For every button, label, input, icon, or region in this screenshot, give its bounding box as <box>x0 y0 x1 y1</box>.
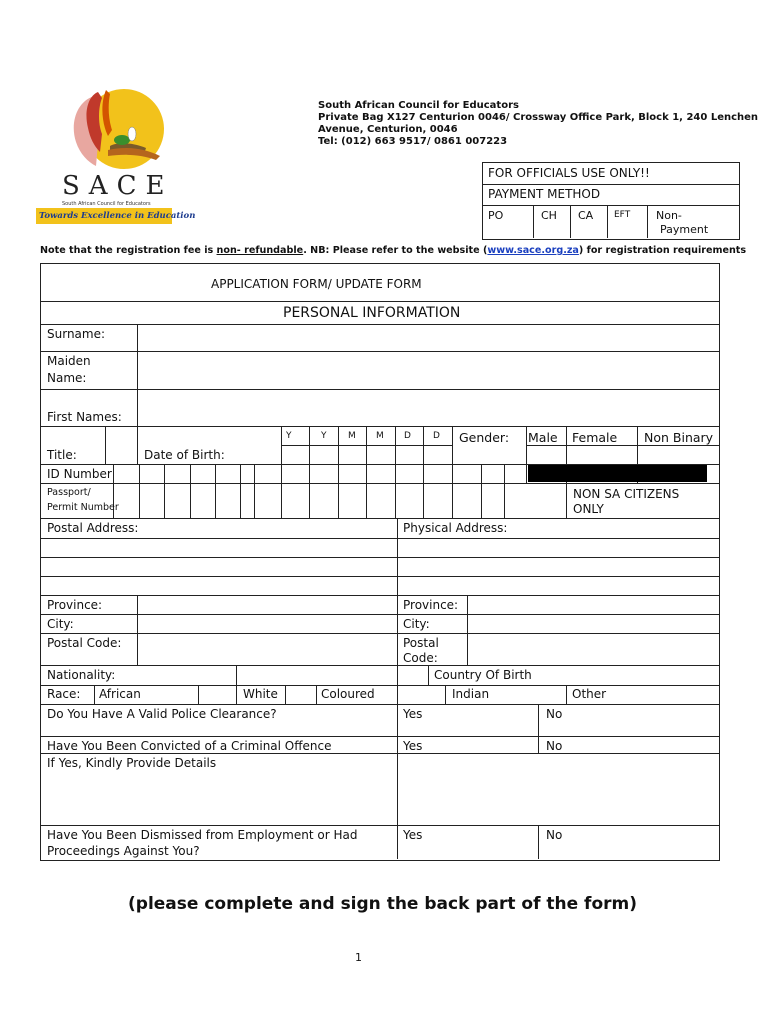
sace-logo <box>36 84 196 230</box>
note-suffix: ) for registration requirements <box>578 245 747 256</box>
physical-city-label: City: <box>403 617 430 631</box>
payment-option-payment: Payment <box>660 223 709 236</box>
maiden-name-input[interactable] <box>138 352 718 389</box>
address-line-4: Tel: (012) 663 9517/ 0861 007223 <box>318 136 508 147</box>
dob-m2: M <box>376 431 384 441</box>
payment-option-po: PO <box>488 209 504 222</box>
physical-postal-label-1: Postal <box>403 636 439 650</box>
note-nonrefundable: non- refundable <box>216 245 304 256</box>
note-middle: . NB: Please refer to the website ( <box>303 245 488 256</box>
logo-tagline-bar <box>36 208 196 224</box>
dob-d2: D <box>433 431 440 441</box>
race-indian[interactable]: Indian <box>452 687 490 701</box>
logo-tagline: Towards Excellence in Education <box>39 211 196 221</box>
convicted-yes[interactable]: Yes <box>403 739 423 753</box>
maiden-label-2: Name: <box>47 371 87 385</box>
payment-option-non: Non- <box>656 209 682 222</box>
physical-postal-label-2: Code: <box>403 651 438 665</box>
police-yes[interactable]: Yes <box>403 707 423 721</box>
page-number: 1 <box>355 951 362 964</box>
title-input[interactable] <box>106 427 137 464</box>
passport-label-2: Permit Number <box>47 502 119 513</box>
non-sa-citizens-2: ONLY <box>573 502 604 516</box>
physical-address-label: Physical Address: <box>403 521 508 535</box>
maiden-label-1: Maiden <box>47 354 91 368</box>
title-label: Title: <box>47 448 77 462</box>
race-coloured[interactable]: Coloured <box>321 687 375 701</box>
race-label: Race: <box>47 687 81 701</box>
gender-label: Gender: <box>459 430 510 445</box>
officials-title: FOR OFFICIALS USE ONLY!! <box>488 166 650 180</box>
non-sa-citizens-1: NON SA CITIZENS <box>573 487 680 501</box>
address-line-3: Avenue, Centurion, 0046 <box>318 124 458 135</box>
gender-non-binary[interactable]: Non Binary <box>644 430 714 445</box>
dismissed-yes[interactable]: Yes <box>403 828 423 842</box>
dob-y2: Y <box>321 431 327 441</box>
dismissed-question-1: Have You Been Dismissed from Employment or Had <box>47 828 358 842</box>
dob-d1: D <box>404 431 411 441</box>
details-label: If Yes, Kindly Provide Details <box>47 756 217 770</box>
address-line-2: Private Bag X127 Centurion 0046/ Crossway Office Park, Block 1, 240 Lenchen <box>318 112 759 123</box>
id-number-label: ID Number <box>47 467 112 481</box>
payment-option-ca: CA <box>578 209 594 222</box>
dob-label: Date of Birth: <box>144 448 225 462</box>
postal-city-label: City: <box>47 617 74 631</box>
convicted-no[interactable]: No <box>546 739 563 753</box>
police-no[interactable]: No <box>546 707 563 721</box>
dismissed-no[interactable]: No <box>546 828 563 842</box>
police-clearance-question: Do You Have A Valid Police Clearance? <box>47 707 277 721</box>
gender-male[interactable]: Male <box>528 430 558 445</box>
passport-label-1: Passport/ <box>47 487 91 498</box>
id-number-redacted <box>528 465 707 482</box>
dob-m1: M <box>348 431 356 441</box>
gender-female[interactable]: Female <box>572 430 618 445</box>
dismissed-question-2: Proceedings Against You? <box>47 844 200 858</box>
note-prefix: Note that the registration fee is <box>40 245 217 256</box>
logo-acronym: SACE <box>62 171 174 201</box>
address-line-1: South African Council for Educators <box>318 100 519 111</box>
country-of-birth-label: Country Of Birth <box>434 668 532 682</box>
dob-y1: Y <box>286 431 292 441</box>
payment-method-label: PAYMENT METHOD <box>488 187 601 201</box>
nationality-label: Nationality: <box>47 668 116 682</box>
payment-option-eft: EFT <box>614 210 631 220</box>
surname-label: Surname: <box>47 327 106 341</box>
logo-subtitle: South African Council for Educators <box>62 201 151 207</box>
sace-emblem-icon <box>36 84 178 184</box>
payment-option-ch: CH <box>541 209 557 222</box>
first-names-input[interactable] <box>138 390 718 426</box>
race-white[interactable]: White <box>243 687 278 701</box>
first-names-label: First Names: <box>47 410 122 424</box>
postal-address-label: Postal Address: <box>47 521 139 535</box>
postal-province-label: Province: <box>47 598 103 612</box>
convicted-question: Have You Been Convicted of a Criminal Offence <box>47 739 332 753</box>
website-link[interactable]: www.sace.org.za <box>487 245 579 256</box>
details-textarea[interactable] <box>398 754 718 825</box>
race-african[interactable]: African <box>99 687 141 701</box>
postal-code-label: Postal Code: <box>47 636 122 650</box>
form-title: APPLICATION FORM/ UPDATE FORM <box>211 277 422 291</box>
race-other[interactable]: Other <box>572 687 607 701</box>
complete-instruction: (please complete and sign the back part of the form) <box>128 894 638 914</box>
registration-note <box>40 245 746 257</box>
section-personal-information: PERSONAL INFORMATION <box>283 305 461 321</box>
surname-input[interactable] <box>138 325 718 351</box>
physical-province-label: Province: <box>403 598 459 612</box>
